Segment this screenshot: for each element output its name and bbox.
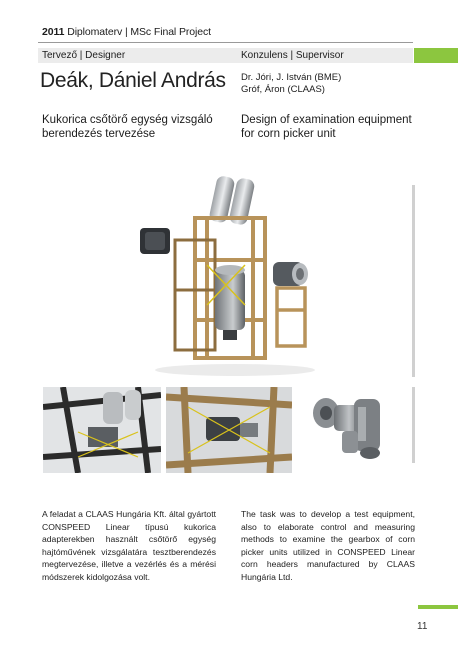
author-name: Deák, Dániel András <box>40 69 226 92</box>
body-text-english: The task was to develop a test equipment, also to elaborate control and measuring methods to examine the gearbox of corn picker units utilized in CONSPEED Linear corn headers manufactured by CLAAS Hungária Ltd. <box>241 509 415 582</box>
title-hu-line-1: Kukorica csőtörő egység vizsgáló <box>42 114 213 126</box>
title-hungarian <box>42 114 213 141</box>
supervisor-1: Dr. Jóri, J. István (BME) <box>241 72 342 83</box>
header-year: 2011 <box>42 26 65 38</box>
photo-gearbox <box>298 387 398 473</box>
sidebar-marker-small <box>412 387 415 463</box>
title-english <box>241 114 412 141</box>
supervisor-2: Gróf, Áron (CLAAS) <box>241 84 325 95</box>
header-title: Diplomaterv | MSc Final Project <box>64 26 211 38</box>
photo-detail-2 <box>166 387 292 473</box>
photo-detail-2-image <box>166 387 292 473</box>
main-render-image <box>135 170 325 380</box>
accent-bar-bottom <box>418 605 458 609</box>
page-number: 11 <box>417 621 428 632</box>
supervisor-list <box>241 72 341 96</box>
body-text-hungarian: A feladat a CLAAS Hungária Kft. által gyártott CONSPEED Linear típusú kukorica adapterekben használt csőtörő egység hajtóművének vizsgálatára tesztberendezés megtervezése, illetve a vezérlés és a mérési módszerek kidolgozása volt. <box>42 509 216 582</box>
photo-gearbox-image <box>298 387 398 473</box>
designer-label: Tervező | Designer <box>42 50 126 61</box>
accent-bar-top <box>414 48 458 63</box>
sidebar-marker-main <box>412 185 415 377</box>
photo-detail-1-image <box>43 387 161 473</box>
header-rule <box>38 42 413 43</box>
photo-detail-1 <box>43 387 161 473</box>
title-hu-line-2: berendezés tervezése <box>42 127 156 140</box>
supervisor-label: Konzulens | Supervisor <box>241 50 344 61</box>
title-en-line-1: Design of examination equipment <box>241 114 412 126</box>
page-header <box>42 26 211 38</box>
title-en-line-2: for corn picker unit <box>241 127 336 140</box>
